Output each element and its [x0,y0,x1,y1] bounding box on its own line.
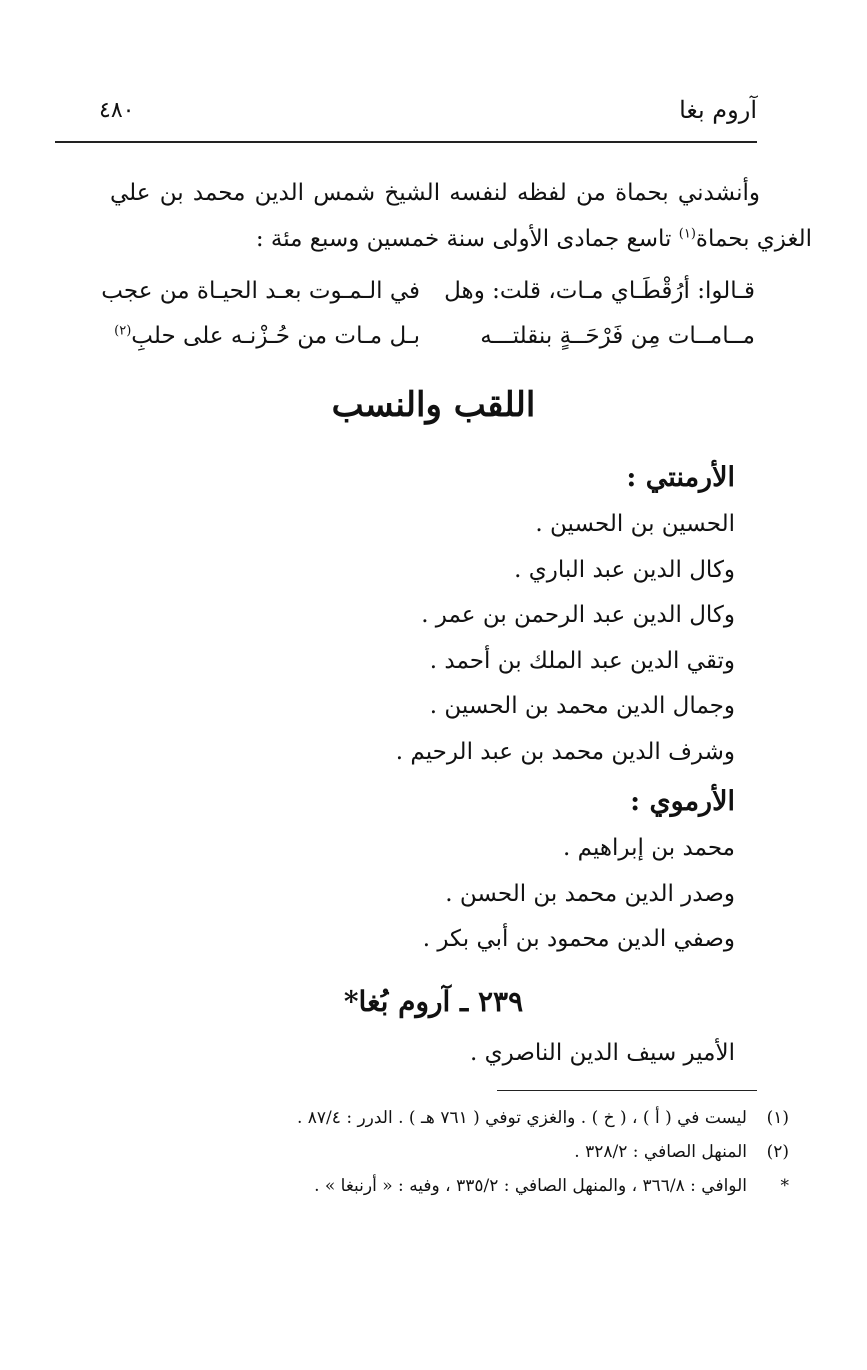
footnote [89,1103,789,1137]
entry-title: ٢٣٩ ـ آروم بُغا* [343,985,524,1018]
page-number: ٤٨٠ [99,98,135,123]
list-item: وكال الدين عبد الباري . [514,556,735,583]
list-item: وكال الدين عبد الرحمن بن عمر . [421,602,735,628]
footnote-ref-2[interactable]: (٢) [114,323,132,339]
footnotes [89,1103,789,1205]
footnote [89,1137,789,1171]
running-head [55,96,757,140]
list-item: وجمال الدين محمد بن الحسين . [429,693,735,719]
name-list [135,502,735,775]
group-heading: الأرمنتي : [626,462,735,493]
name-list [135,826,735,963]
footnote-text: المنهل الصافي : ٣٢٨/٢ . [574,1142,747,1162]
poem-verse [90,278,755,318]
footnote-mark: (١) [766,1108,789,1128]
footnote [89,1171,789,1205]
footnote-text: الوافي : ٣٦٦/٨ ، والمنهل الصافي : ٣٣٥/٢ ، وفيه : « أرنبغا » . [314,1176,747,1196]
footnote-mark: * [780,1176,789,1196]
verse-hemistich-second [90,323,420,349]
list-item: محمد بن إبراهيم . [563,835,735,861]
list-item: وصدر الدين محمد بن الحسن . [445,880,735,907]
intro-text-end: تاسع جمادى الأولى سنة خمسين وسبع مئة : [255,226,679,252]
section-title: اللقب والنسب [331,385,536,425]
verse-text: بـل مـات من حُـزْنـه على حلبِ [131,323,420,349]
footnote-mark: (٢) [766,1142,789,1162]
entry-body: الأمير سيف الدين الناصري . [470,1040,735,1066]
footnote-ref-1[interactable]: (١) [678,226,696,242]
intro-paragraph [110,170,812,262]
list-item: وشرف الدين محمد بن عبد الرحيم . [395,738,735,765]
intro-text: وأنشدني بحماة من لفظه لنفسه الشيخ شمس الدين محمد بن علي الغزي بحماة [110,180,812,252]
verse-hemistich-second: في الـمـوت بعـد الحيـاة من عجب [101,278,420,304]
group-heading: الأرموي : [630,786,735,817]
footnote-text: ليست في ( أ ) ، ( خ ) . والغزي توفي ( ٧٦١ هـ ) . الدرر : ٨٧/٤ . [296,1108,747,1128]
list-item: وصفي الدين محمود بن أبي بكر . [422,926,735,952]
verse-hemistich-first: مــامــات مِن فَرْحَــةٍ بنقلتـــه [480,323,755,349]
list-item: وتقي الدين عبد الملك بن أحمد . [429,647,735,674]
verse-hemistich-first: قـالوا: أرُقْطَـاي مـات، قلت: وهل [444,278,755,304]
list-item: الحسين بن الحسين . [535,511,735,537]
header-rule [55,141,757,143]
running-title: آروم بغا [679,96,757,124]
footnote-rule [497,1090,757,1091]
poem-verse [90,323,755,363]
